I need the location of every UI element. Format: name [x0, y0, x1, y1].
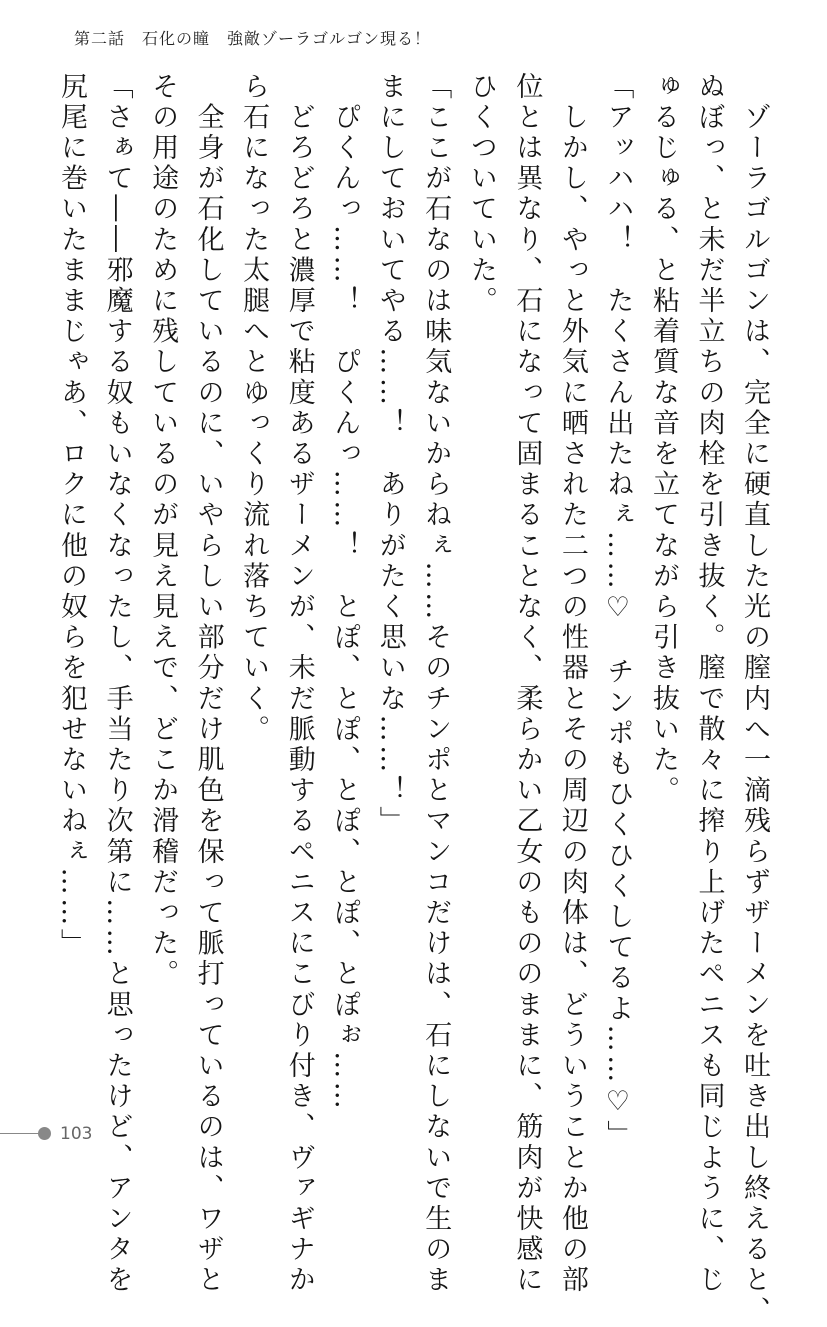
- page-number: 103: [60, 1124, 93, 1144]
- text-line: ぬぼっ、と未だ半立ちの肉栓を引き抜く。膣で散々に搾り上げたペニスも同じように、じ: [693, 72, 725, 1296]
- text-line: 「アッハハ！ たくさん出たねぇ……♡ チンポもひくひくしてるよ……♡」: [602, 72, 634, 1151]
- page-marker-dot: [38, 1127, 51, 1140]
- text-line: まにしておいてやる……！ ありがたく思いな……！」: [374, 72, 406, 837]
- text-line: その用途のために残しているのが見え見えで、どこか滑稽だった。: [147, 72, 179, 990]
- text-line: ら石になった太腿へとゆっくり流れ落ちていく。: [238, 72, 270, 746]
- text-line: 尻尾に巻いたままじゃあ、ロクに他の奴らを犯せないねぇ……」: [56, 72, 88, 960]
- text-line: ゾーラゴルゴンは、完全に硬直した光の膣内へ一滴残らずザーメンを吐き出し終えると、: [739, 72, 770, 1327]
- page-marker-line: [0, 1133, 40, 1134]
- text-line: 全身が石化しているのに、いやらしい部分だけ肌色を保って脈打っているのは、ワザと: [192, 72, 224, 1296]
- text-line: 「さぁて――邪魔する奴もいなくなったし、手当たり次第に……と思ったけど、アンタを: [101, 72, 133, 1296]
- text-line: 位とは異なり、石になって固まることなく、柔らかい乙女のもののままに、筋肉が快感に: [511, 72, 543, 1296]
- text-line: ぴくんっ……！ ぴくんっ……！ とぽ、とぽ、とぽ、とぽ、とぽぉ……: [329, 72, 361, 1113]
- text-line: どろどろと濃厚で粘度あるザーメンが、未だ脈動するペニスにこびり付き、ヴァギナか: [283, 72, 315, 1296]
- running-header: 第二話 石化の瞳 強敵ゾーラゴルゴン現る！: [74, 29, 432, 48]
- text-line: ゅるじゅる、と粘着質な音を立てながら引き抜いた。: [647, 72, 679, 807]
- page-footer: [0, 1124, 140, 1144]
- text-line: ひくついていた。: [465, 72, 497, 317]
- text-line: しかし、やっと外気に晒された二つの性器とその周辺の肉体は、どういうことか他の部: [556, 72, 588, 1296]
- text-line: 「ここが石なのは味気ないからねぇ……そのチンポとマンコだけは、石にしないで生のま: [420, 72, 452, 1296]
